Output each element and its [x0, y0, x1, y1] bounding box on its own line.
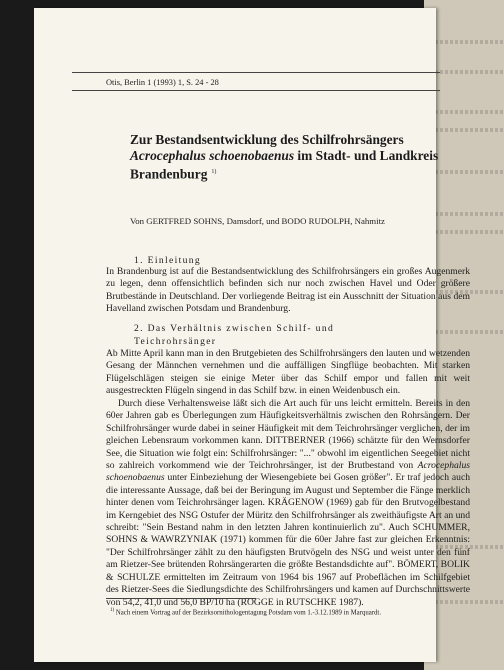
footnote — [110, 608, 381, 616]
paragraph-2-part-a: Durch diese Verhaltensweise läßt sich die Art auch für uns leicht ermitteln. Bereits in den 60er Jahren gab es Überlegungen zum Häufigkeitsverhältnis zwischen den Rohrsängern. Der Schilfrohrsänger wurde dabei in seiner Häufigkeit mit dem Teichrohrsänger verglichen, der im gleichen Lebensraum vorkommen kann. DITTBERNER (1966) schätzte für den Wernsdorfer See, die Situation wie folgt ein: Schilfrohrsänger: "..." obwohl im eigentlichen Seegebiet nicht so zahlreich vorkommend wie der Teichrohrsänger, ist der Brutbestand von — [106, 398, 470, 472]
facing-page-text — [430, 70, 504, 74]
paragraph-2-part-b: unter Einbeziehung der Wiesengebiete bei Gosen größer". Er traf jedoch auch die interessante Aussage, daß bei der Beringung im August und September die Fänge merklich hinter denen vom Teichrohrsänger lagen. KRÄGENOW (1969) gab für den Brutvogelbestand im Kerngebiet des NSG Ostufer der Müritz den Schilfrohrsänger als zweithäufigste Art an und schreibt: "Sein Bestand nahm in den letzten Jahren kontinuierlich zu". Auch SCHUMMER, SOHNS & WAWRZYNIAK (1971) kommen für die 60er Jahre fast zur gleichen Erkenntnis: "Der Schilfrohrsänger zählt zu den häufigsten Brutvögeln des NSG und weist unter den fünf am Rietzer-See brütenden Rohrsängerarten die größte Bestandsdichte auf". BÖMERT, BOLIK & SCHULZE ermittelten im Zeitraum von 1964 bis 1967 auf Probeflächen im Schilfgebiet des Rietzer-Sees die Siedlungsdichte des Schilfrohrsängers und kamen auf Durchschnittswerte von 54,2, 41,0 und 56,0 BP/10 ha (ROGGE in RUTSCHKE 1987). — [106, 472, 470, 608]
section-2-heading: 2. Das Verhältnis zwischen Schilf- und Teichrohrsänger — [134, 323, 335, 347]
section-1-heading: 1. Einleitung — [134, 255, 202, 266]
title-line-2 — [130, 148, 450, 164]
section-2-paragraph-1: Ab Mitte April kann man in den Brutgebieten des Schilfrohrsängers den lauten und wetzenden Gesang der Männchen vernehmen und die auffälligen Singflüge beobachten. Mit starken Flügelschlägen steigen sie einige Meter über das Schilf empor und fallen mit weit ausgestreckten Flügeln singend in das Schilf bzw. in einen Weidenbusch ein. — [106, 348, 470, 397]
facing-page-text — [430, 40, 504, 44]
title-line-1: Zur Bestandsentwicklung des Schilfrohrsängers — [130, 132, 404, 147]
facing-page-text — [430, 212, 504, 216]
facing-page-text — [430, 110, 504, 114]
facing-page-text — [430, 330, 504, 334]
running-header: Otis, Berlin 1 (1993) 1, S. 24 - 28 — [106, 78, 219, 87]
article-title — [130, 132, 450, 182]
journal-page — [34, 8, 470, 662]
facing-page-text — [430, 230, 504, 234]
header-top-rule — [72, 72, 440, 73]
footnote-mark: 1) — [110, 608, 115, 613]
title-species: Acrocephalus schoenobaenus — [130, 148, 295, 163]
title-footnote-mark: 1) — [211, 169, 217, 175]
paragraph-2-species: Acrocephalus schoenobaenus — [106, 460, 470, 484]
header-bottom-rule — [72, 90, 440, 91]
title-line-3 — [130, 164, 450, 182]
footnote-rule — [106, 598, 256, 599]
section-1-text: In Brandenburg ist auf die Bestandsentwicklung des Schilfrohrsängers ein großes Augenmerk zu legen, denn offensichtlich befinden sich nur noch zwischen Havel und Oder größere Brutbestände in Deutschland. Der vorliegende Beitrag ist ein Ausschnitt der Situation aus dem Havelland zwischen Potsdam und Brandenburg. — [106, 266, 470, 315]
footnote-text: Nach einem Vortrag auf der Bezirksornithologentagung Potsdam vom 1.-3.12.1989 in Marquardt. — [114, 609, 382, 617]
title-line-2-rest: im Stadt- und Landkreis — [294, 148, 439, 163]
author-line: Von GERTFRED SOHNS, Damsdorf, und BODO RUDOLPH, Nahmitz — [130, 216, 385, 226]
section-2-paragraph-2 — [106, 398, 470, 609]
title-place: Brandenburg — [130, 166, 208, 182]
